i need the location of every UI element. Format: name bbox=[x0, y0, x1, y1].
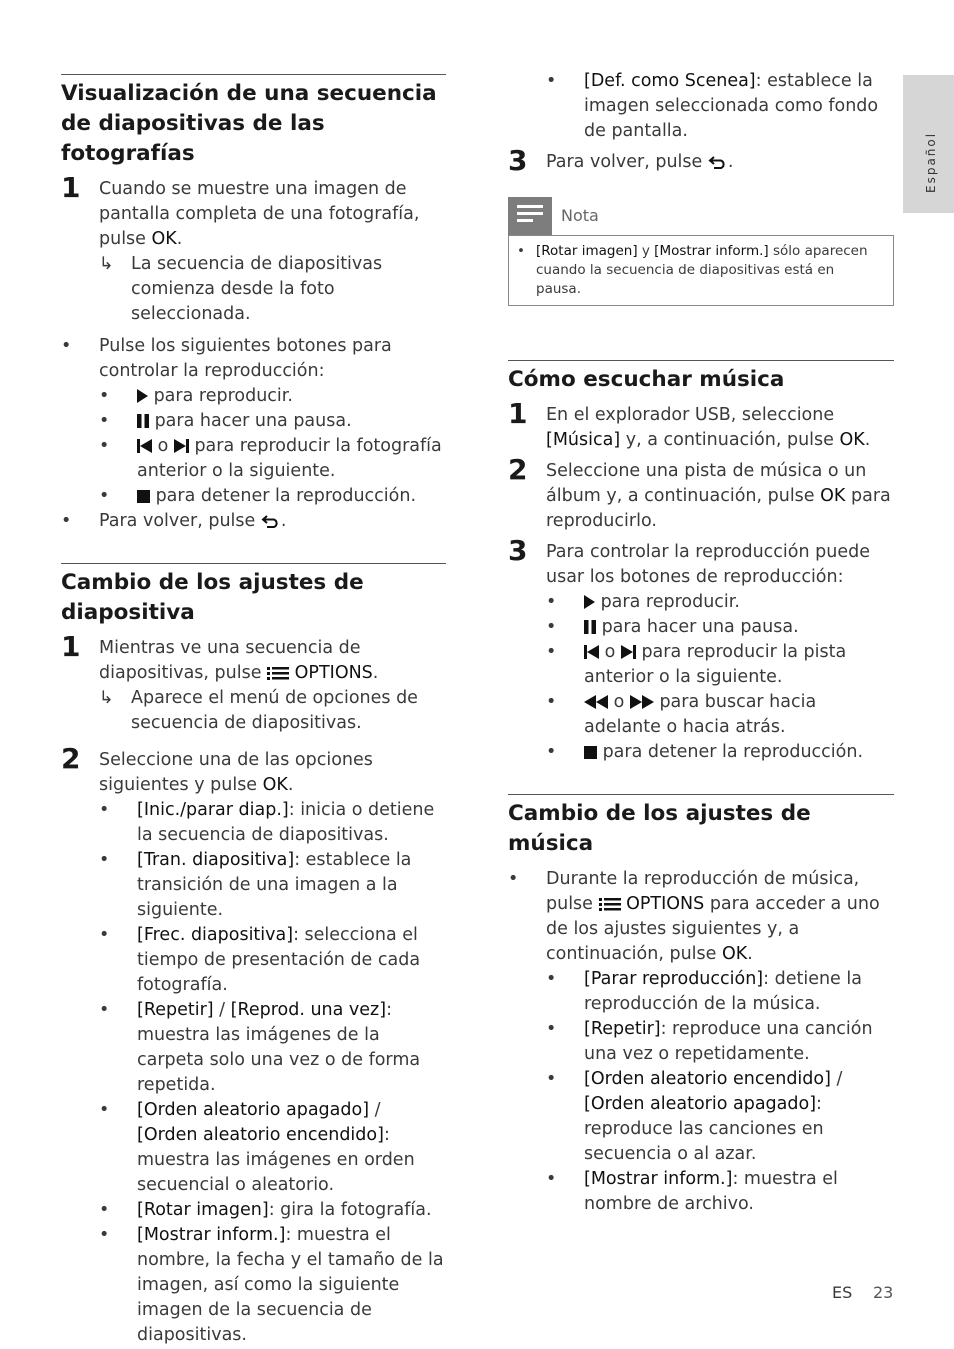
option-separator: / bbox=[830, 1069, 843, 1089]
list-item bbox=[546, 740, 894, 765]
list-item-text: Para volver, pulse bbox=[99, 511, 256, 531]
option-label: [Reprod. una vez] bbox=[230, 1000, 387, 1020]
stop-icon bbox=[137, 490, 150, 503]
list-item: • Para volver, pulse . bbox=[61, 509, 446, 534]
list-item-text: Durante la reproducción de música, pulse bbox=[546, 869, 860, 914]
option-label: [Orden aleatorio apagado] bbox=[584, 1094, 817, 1114]
list-item bbox=[546, 615, 894, 640]
list-item bbox=[99, 798, 446, 848]
note-header bbox=[508, 197, 894, 235]
note-body bbox=[508, 235, 894, 306]
option-text: : muestra las imágenes en orden secuencial o aleatorio. bbox=[137, 1125, 415, 1195]
list-item bbox=[546, 1017, 894, 1067]
list-item-text: para acceder a uno de los ajustes siguientes y, a continuación, pulse bbox=[546, 894, 880, 964]
option-text: : muestra el nombre de archivo. bbox=[584, 1169, 838, 1214]
left-column bbox=[61, 74, 446, 1348]
option-label: [Rotar imagen] bbox=[137, 1200, 269, 1220]
list-item bbox=[99, 923, 446, 998]
option-text: : selecciona el tiempo de presentación de cada fotografía. bbox=[137, 925, 421, 995]
step-text: para reproducirlo. bbox=[546, 486, 891, 531]
list-item bbox=[546, 1067, 894, 1167]
options-list bbox=[61, 798, 446, 1348]
step-3: 3 Para volver, pulse . bbox=[508, 144, 734, 177]
option-text: : gira la fotografía. bbox=[268, 1200, 432, 1220]
list-item bbox=[546, 69, 894, 144]
list-item-text: para hacer una pausa. bbox=[601, 617, 799, 637]
step-text: Seleccione una de las opciones siguientes y pulse bbox=[99, 750, 373, 795]
option-label: [Orden aleatorio apagado] bbox=[137, 1100, 370, 1120]
options-key: OPTIONS bbox=[626, 894, 705, 914]
option-text: : muestra las imágenes de la carpeta solo una vez o de forma repetida. bbox=[137, 1000, 421, 1095]
pause-icon bbox=[137, 414, 149, 428]
option-text: : reproduce las canciones en secuencia o al azar. bbox=[584, 1094, 824, 1164]
fast-forward-icon bbox=[630, 695, 654, 709]
list-item bbox=[99, 1223, 446, 1348]
option-label: [Parar reproducción] bbox=[584, 969, 764, 989]
list-item-text: para detener la reproducción. bbox=[602, 742, 864, 762]
section-title-slideshow-settings: Cambio de los ajustes de diapositiva bbox=[61, 563, 446, 628]
rewind-icon bbox=[584, 695, 608, 709]
footer-language: ES bbox=[832, 1283, 853, 1302]
option-text: : muestra el nombre, la fecha y el tamaño de la imagen, así como la siguiente imagen de la secuencia de diapositivas. bbox=[137, 1225, 444, 1345]
list-item bbox=[99, 434, 446, 484]
music-label: [Música] bbox=[546, 430, 621, 450]
list-item-text: para reproducir. bbox=[600, 592, 740, 612]
language-tab bbox=[903, 75, 954, 213]
ok-key: OK bbox=[262, 775, 288, 795]
step-text: Para controlar la reproducción puede usar los botones de reproducción: bbox=[546, 542, 870, 587]
section-title-music-settings: Cambio de los ajustes de música bbox=[508, 794, 894, 859]
note-icon bbox=[508, 197, 552, 235]
or-text: o bbox=[604, 642, 616, 662]
list-item bbox=[99, 484, 446, 509]
step-text: Para volver, pulse bbox=[546, 152, 703, 172]
back-icon bbox=[708, 155, 728, 169]
ok-key: OK bbox=[151, 229, 177, 249]
list-item bbox=[99, 384, 446, 409]
option-label: [Inic./parar diap.] bbox=[137, 800, 289, 820]
next-icon bbox=[621, 645, 636, 659]
step-text: Cuando se muestre una imagen de pantalla completa de una fotografía, pulse bbox=[99, 179, 420, 249]
back-icon bbox=[261, 514, 281, 528]
step-1: 1 Cuando se muestre una imagen de pantalla completa de una fotografía, pulse OK. bbox=[61, 171, 420, 249]
list-item-text: para reproducir. bbox=[153, 386, 293, 406]
language-tab-label: Español bbox=[924, 131, 938, 193]
options-icon bbox=[267, 666, 289, 681]
list-item-text: para reproducir la pista anterior o la siguiente. bbox=[584, 642, 847, 687]
previous-icon bbox=[584, 645, 599, 659]
list-item-text: para detener la reproducción. bbox=[155, 486, 417, 506]
option-label: [Orden aleatorio encendido] bbox=[584, 1069, 831, 1089]
option-label: [Mostrar inform.] bbox=[584, 1169, 733, 1189]
step-text: y, a continuación, pulse bbox=[620, 430, 834, 450]
list-item bbox=[99, 848, 446, 923]
step-1: 1 Mientras ve una secuencia de diapositivas, pulse OPTIONS. bbox=[61, 630, 379, 683]
step-1: 1 En el explorador USB, seleccione [Música] y, a continuación, pulse OK. bbox=[508, 397, 871, 450]
list-item bbox=[99, 409, 446, 434]
option-label: [Tran. diapositiva] bbox=[137, 850, 295, 870]
list-item: • Pulse los siguientes botones para controlar la reproducción: bbox=[61, 334, 446, 384]
option-text: : reproduce una canción una vez o repetidamente. bbox=[584, 1019, 873, 1064]
note-label: [Rotar imagen] bbox=[536, 243, 638, 259]
options-icon bbox=[599, 897, 621, 912]
previous-icon bbox=[137, 439, 152, 453]
option-text: : detiene la reproducción de la música. bbox=[584, 969, 862, 1014]
step-number: 2 bbox=[61, 742, 81, 775]
section-title-music: Cómo escuchar música bbox=[508, 360, 894, 395]
option-label: [Def. como Scenea] bbox=[584, 71, 756, 91]
option-label: [Frec. diapositiva] bbox=[137, 925, 294, 945]
options-list bbox=[508, 967, 894, 1217]
list-item bbox=[99, 998, 446, 1098]
step-number: 3 bbox=[508, 534, 528, 567]
list-item bbox=[546, 590, 894, 615]
list-item-text: para reproducir la fotografía anterior o la siguiente. bbox=[137, 436, 442, 481]
step-3 bbox=[508, 534, 894, 590]
note-block bbox=[508, 197, 894, 306]
step-result: ↳ La secuencia de diapositivas comienza desde la foto seleccionada. bbox=[99, 252, 446, 327]
stop-icon bbox=[584, 746, 597, 759]
option-label: [Repetir] bbox=[137, 1000, 214, 1020]
option-label: [Repetir] bbox=[584, 1019, 661, 1039]
step-number: 2 bbox=[508, 453, 528, 486]
ok-key: OK bbox=[820, 486, 846, 506]
ok-key: OK bbox=[839, 430, 865, 450]
note-label: [Mostrar inform.] bbox=[654, 243, 769, 259]
option-text: : establece la imagen seleccionada como fondo de pantalla. bbox=[584, 71, 879, 141]
play-icon bbox=[584, 595, 595, 609]
page-number: 23 bbox=[873, 1283, 894, 1302]
list-item bbox=[546, 640, 894, 690]
step-number: 1 bbox=[61, 171, 81, 204]
step-2 bbox=[508, 453, 894, 534]
list-item bbox=[546, 690, 894, 740]
right-column bbox=[508, 69, 894, 1217]
step-text: Mientras ve una secuencia de diapositivas, pulse bbox=[99, 638, 361, 683]
ok-key: OK bbox=[721, 944, 748, 964]
step-text: En el explorador USB, seleccione bbox=[546, 405, 835, 425]
option-label: [Orden aleatorio encendido] bbox=[137, 1125, 384, 1145]
option-separator: / bbox=[369, 1100, 381, 1120]
note-text: sólo aparecen cuando la secuencia de diapositivas está en pausa. bbox=[536, 243, 868, 297]
or-text: o bbox=[157, 436, 169, 456]
step-2: 2 Seleccione una de las opciones siguientes y pulse OK. bbox=[61, 742, 373, 795]
list-item-text: para hacer una pausa. bbox=[154, 411, 352, 431]
option-separator: / bbox=[213, 1000, 231, 1020]
note-title: Nota bbox=[561, 206, 599, 225]
option-text: : establece la transición de una imagen a la siguiente. bbox=[137, 850, 412, 920]
list-item bbox=[546, 967, 894, 1017]
options-key: OPTIONS bbox=[294, 663, 373, 683]
next-icon bbox=[174, 439, 189, 453]
play-icon bbox=[137, 389, 148, 403]
step-number: 1 bbox=[508, 397, 528, 430]
list-item bbox=[99, 1098, 446, 1198]
list-item bbox=[546, 1167, 894, 1217]
option-label: [Mostrar inform.] bbox=[137, 1225, 286, 1245]
note-text: y bbox=[637, 243, 655, 259]
list-item: • Durante la reproducción de música, pulse OPTIONS para acceder a uno de los ajustes siguientes y, a continuación, pulse OK. bbox=[508, 867, 894, 967]
list-item-text: para buscar hacia adelante o hacia atrás. bbox=[584, 692, 817, 737]
step-text: Seleccione una pista de música o un álbum y, a continuación, pulse bbox=[546, 461, 867, 506]
pause-icon bbox=[584, 620, 596, 634]
step-result: ↳ Aparece el menú de opciones de secuencia de diapositivas. bbox=[99, 686, 446, 736]
step-number: 1 bbox=[61, 630, 81, 663]
list-item bbox=[99, 1198, 446, 1223]
or-text: o bbox=[613, 692, 625, 712]
section-title-slideshow: Visualización de una secuencia de diapositivas de las fotografías bbox=[61, 74, 446, 169]
step-number: 3 bbox=[508, 144, 528, 177]
option-text: : inicia o detiene la secuencia de diapositivas. bbox=[137, 800, 435, 845]
